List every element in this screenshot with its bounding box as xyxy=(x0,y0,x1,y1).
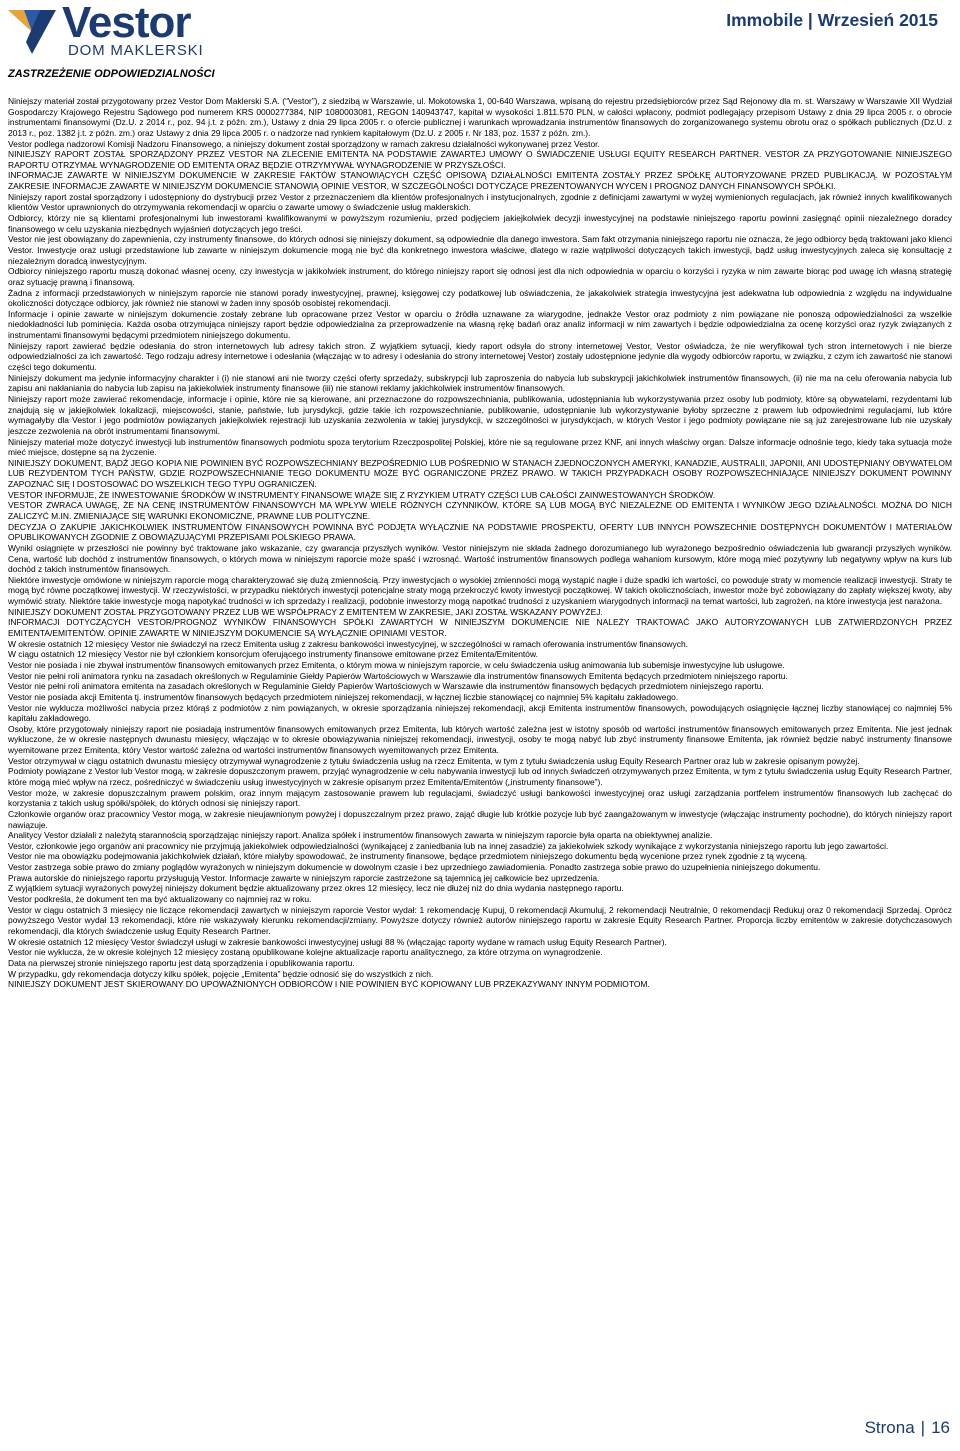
disclaimer-paragraph: Odbiorcy niniejszego raportu muszą dokonać własnej oceny, czy inwestycja w jakikolwiek instrument, do którego niniejszy raport się odnosi jest dla nich odpowiednia w oparciu o korzyści i ryzyka w nim zawarte biorąc pod uwagę ich własną strategię oraz sytuację prawną i finansową. xyxy=(8,266,952,287)
disclaimer-paragraph: Vestor nie ma obowiązku podejmowania jakichkolwiek działań, które miałyby spowodować, że instrumenty finansowe, będące przedmiotem niniejszego dokumentu będą wycenione przez rynek zgodnie z tą wyceną. xyxy=(8,851,808,862)
disclaimer-paragraph: Osoby, które przygotowały niniejszy raport nie posiadają instrumentów finansowych emitowanych przez Emitenta, lub których wartość zależna jest w istotny sposób od wartości instrumentów finansowych emitowanych przez Emitenta. Nie jest jednak wykluczone, że w okresie następnych dwunastu miesięcy, włączając w to okresie obowiązywania niniejszej rekomendacji, inwestycji, osoby te mogą nabyć lub zbyć instrumenty finansowe Emitenta, jak również będzie nabyć instrumenty finansowe wyemitowane przez Emitenta, który Vestor wartość zależna od wartości instrumentów finansowych wyemitowanych przez Emitenta. xyxy=(8,723,952,756)
disclaimer-paragraph: VESTOR ZWRACA UWAGĘ, ŻE NA CENĘ INSTRUMENTÓW FINANSOWYCH MA WPŁYW WIELE RÓŻNYCH CZYNNIKÓW, KTÓRE SĄ LUB MOGĄ BYĆ NIEZALEŻNE OD EMITENTA I WYNIKÓW JEGO DZIAŁALNOŚCI. MOŻNA DO NICH ZALICZYĆ M.IN. ZMIENIAJĄCE SIĘ WARUNKI EKONOMICZNE, PRAWNE LUB POLITYCZNE. xyxy=(8,500,952,521)
disclaimer-paragraph: Vestor podlega nadzorowi Komisji Nadzoru Finansowego, a niniejszy dokument został sporządzony w ramach zakresu działalności wykonywanej przez Vestor. xyxy=(8,138,600,149)
disclaimer-paragraph: Vestor nie posiada i nie zbywał instrumentów finansowych emitowanych przez Emitenta, o którym mowa w niniejszym raporcie, w celu świadczenia usług animowania lub subemisje inwestycyjne lub usługowe. xyxy=(8,659,785,670)
disclaimer-paragraph: Vestor nie wyklucza możliwości nabycia przez którąś z podmiotów z nim powiązanych, w okresie sporządzania niniejszej rekomendacji, akcji Emitenta instrumentów finansowych, powodujących osiągnięcie łącznej liczby stanowiącej co najmniej 5% kapitału zakładowego. xyxy=(8,702,952,724)
report-label: Immobile | Wrzesień 2015 xyxy=(726,10,938,30)
disclaimer-paragraph: Wyniki osiągnięte w przeszłości nie powinny być traktowane jako wskazanie, czy gwarancja przyszłych wyników. Vestor niniejszym nie składa żadnego dorozumianego lub wyrażonego bezpośrednio oświadczenia lub gwarancji przyszłych wyników. Cena, wartość lub dochód z instrumentów finansowych, o których mowa w niniejszym raporcie może spaść i wzrosnąć. Wartość instrumentów finansowych podlega wahaniom kursowym, które mogą mieć pozytywny lub negatywny wpływ na kurs lub dochód z takich instrumentów finansowych. xyxy=(8,542,952,575)
disclaimer-paragraph: W okresie ostatnich 12 miesięcy Vestor nie świadczył na rzecz Emitenta usług z zakresu bankowości inwestycyjnej, w szczególności w ramach oferowania instrumentów finansowych. xyxy=(8,638,688,649)
disclaimer-paragraph: Żadna z informacji przedstawionych w niniejszym raporcie nie stanowi porady inwestycyjnej, prawnej, księgowej czy podatkowej lub oświadczenia, że jakakolwiek strategia inwestycyjna jest adekwatna lub odpowiednia z względu na indywidualne okoliczności dotyczące odbiorcy, jak również nie stanowi w żaden inny sposób osobistej rekomendacji. xyxy=(8,287,952,309)
disclaimer-paragraph: NINIEJSZY RAPORT ZOSTAŁ SPORZĄDZONY PRZEZ VESTOR NA ZLECENIE EMITENTA NA PODSTAWIE ZAWARTEJ UMOWY O ŚWIADCZENIE USŁUGI EQUITY RESEARCH PARTNER. VESTOR ZA PRZYGOTOWANIE NINIEJSZEGO RAPORTU OTRZYMAŁ WYNAGRODZENIE OD EMITENTA ORAZ BĘDZIE OTRZYMYWAŁ WYNAGRODZENIE W PRZYSZŁOŚCI. xyxy=(8,149,952,170)
disclaimer-paragraph: W przypadku, gdy rekomendacja dotyczy kilku spółek, pojęcie „Emitenta” będzie odnosić się do wszystkich z nich. xyxy=(8,968,434,979)
disclaimer-paragraph: Członkowie organów oraz pracownicy Vestor mogą, w zakresie nieujawnionym powyżej i dopuszczalnym przez prawo, zająć długie lub krótkie pozycje lub być zaangażowanym w inwestycje (włączając instrumenty pochodne), do których niniejszy raport nawiązuje. xyxy=(8,808,952,830)
disclaimer-paragraph: Prawa autorskie do niniejszego raportu przysługują Vestor. Informacje zawarte w niniejszym raporcie zastrzeżone są tajemnicą jej całkowicie bez uprzedzenia. xyxy=(8,872,600,883)
disclaimer-paragraph: Niniejszy raport zawierać będzie odesłania do stron internetowych lub adresy takich stron. Z wyjątkiem sytuacji, kiedy raport odsyła do strony internetowej Vestor, Vestor oświadcza, że nie weryfikował tych stron internetowych i nie bierze odpowiedzialności za ich zawartość. Tego rodzaju adresy internetowe i odesłania (włączając w to adresy i odesłania do strony internetowej Vestor) zostały udostępnione jedynie dla wygody odbiorców raportu, w związku, z czym ich zawartość nie stanowi części tego dokumentu. xyxy=(8,340,952,373)
disclaimer-paragraph: Vestor zastrzega sobie prawo do zmiany poglądów wyrażonych w niniejszym dokumencie w dowolnym czasie i bez uprzedniego zawiadomienia. Ponadto zastrzega sobie prawo do uzupełnienia niniejszego dokumentu. xyxy=(8,862,821,873)
disclaimer-paragraph: Niniejszy materiał może dotyczyć inwestycji lub instrumentów finansowych podmiotu spoza terytorium Rzeczpospolitej Polskiej, które nie są regulowane przez KNF, ani innych właściwy organ. Dalsze informacje odnośnie tego, kiedy taka sytuacja może mieć miejsce, dostępne są na życzenie. xyxy=(8,436,952,458)
brand-name: Vestor xyxy=(62,0,191,47)
vestor-logo-mark-icon xyxy=(6,6,58,58)
disclaimer-paragraph: Z wyjątkiem sytuacji wyrażonych powyżej niniejszy dokument będzie aktualizowany przez okres 12 miesięcy, lecz nie dłużej niż do dnia wydania następnego raportu. xyxy=(8,883,624,894)
disclaimer-paragraph: Vestor w ciągu ostatnich 3 miesięcy nie liczące rekomendacji zawartych w niniejszym raporcie Vestor wydał: 1 rekomendację Kupuj, 0 rekomendacji Akumuluj, 2 rekomendacji Neutralnie, 0 rekomendacji Redukuj oraz 0 rekomendacji Sprzedaj. Oprócz powyższego Vestor wydał 13 rekomendacji, które nie wskazywały kierunku rekomendacji/zmiany. Powyższe dotyczy również autorów niniejszego raportu w zakresie Equity Research Partner. Proporcja liczby emitentów w zakresie dotychczasowych rekomendacji, dla których świadczenie usług Equity Research Partner. xyxy=(8,904,952,936)
footer-separator: | xyxy=(920,1418,926,1437)
disclaimer-paragraph: Vestor nie wyklucza, że w okresie kolejnych 12 miesięcy zostaną opublikowane kolejne aktualizacje raportu analitycznego, za które otrzyma on wynagrodzenie. xyxy=(8,947,603,958)
disclaimer-paragraph: Niniejszy raport został sporządzony i udostępniony do dystrybucji przez Vestor z przeznaczeniem dla klientów profesjonalnych i instytucjonalnych, zgodnie z definicjami zawartymi w wyżej wymienionych regulacjach, jak również innych kwalifikowanych klientów Vestor uprawnionych do otrzymywania rekomendacji w oparciu o zawarte umowy o świadczenie usług maklerskich. xyxy=(8,191,952,213)
vestor-logo xyxy=(6,0,216,60)
disclaimer-paragraph: NINIEJSZY DOKUMENT ZOSTAŁ PRZYGOTOWANY PRZEZ LUB WE WSPÓŁPRACY Z EMITENTEM W ZAKRESIE, JAKI ZOSTAŁ WSKAZANY POWYŻEJ. xyxy=(8,606,603,617)
disclaimer-paragraph: Vestor podkreśla, że dokument ten ma być aktualizowany co najmniej raz w roku. xyxy=(8,894,312,905)
page-footer xyxy=(865,1418,950,1438)
disclaimer-paragraph: Vestor nie jest obowiązany do zapewnienia, czy instrumenty finansowe, do których odnosi się niniejszy dokument, są odpowiednie dla danego inwestora. Sam fakt otrzymania niniejszego raportu nie oznacza, że jego odbiorcy będą traktowani jako klienci Vestor. Inwestycje oraz usługi przedstawione lub zawarte w niniejszym dokumencie mogą nie być dla konkretnego inwestora właściwe, dlatego w razie wątpliwości dotyczących takich inwestycji, bądź usług inwestycyjnych zaleca się konsultację z niezależnym doradcą inwestycyjnym. xyxy=(8,234,952,266)
disclaimer-paragraph: Niniejszy materiał został przygotowany przez Vestor Dom Maklerski S.A. (“Vestor”), z siedzibą w Warszawie, ul. Mokotowska 1, 00-640 Warszawa, wpisaną do rejestru przedsiębiorców przez Sąd Rejonowy dla m. st. Warszawy w Warszawie XII Wydział Gospodarczy Krajowego Rejestru Sądowego pod numerem KRS 0000277384, NIP 1080003081, REGON 140943747, kapitał w wysokości 1.811.570 PLN, w całości wpłacony, podmiot podlegający przepisom Ustawy z dnia 29 lipca 2005 r. o obrocie instrumentami finansowymi (Dz.U. z 2014 r., poz. 94 j.t. z późn. zm.), Ustawy z dnia 29 lipca 2005 r. o ofercie publicznej i warunkach wprowadzania instrumentów finansowych do zorganizowanego systemu obrotu oraz o spółkach publicznych (Dz.U. z 2013 r., poz. 1382 j.t. z późn. zm.) oraz Ustawy z dnia 29 lipca 2005 r. o nadzorze nad rynkiem kapitałowym (Dz.U. z 2005 r. Nr 183, poz. 1537 z późn. zm.). xyxy=(8,96,952,138)
disclaimer-paragraph: INFORMACJE ZAWARTE W NINIEJSZYM DOKUMENCIE W ZAKRESIE FAKTÓW STANOWIĄCYCH CZĘŚĆ OPISOWĄ DZIAŁALNOŚCI EMITENTA ZOSTAŁY PRZEZ SPÓŁKĘ AUTORYZOWANE PRZED PUBLIKACJĄ. W POZOSTAŁYM ZAKRESIE INFORMACJE ZAWARTE W NINIEJSZYM DOKUMENCIE STANOWIĄ OPINIE VESTOR, W SZCZEGÓLNOŚCI DOTYCZĄCE PREZENTOWANYCH WYCEN I PROGNOZ DANYCH FINANSOWYCH SPÓŁKI. xyxy=(8,170,952,192)
brand-subtitle: DOM MAKLERSKI xyxy=(68,42,204,59)
disclaimer-paragraph: Niniejszy raport może zawierać rekomendacje, informacje i opinie, które nie są kierowane, ani przeznaczone do rozpowszechniania, publikowania, udostępniania lub wykorzystywania przez osoby lub podmioty, które są obywatelami, rezydentami lub znajdują się w jakiejkolwiek lokalizacji, miejscowości, stanie, państwie, lub jurysdykcji, gdzie takie ich rozpowszechnianie, publikowanie, udostępnianie lub wykorzystywanie byłoby sprzeczne z prawem lub odpowiednimi regulacjami, lub które wymagałyby dla Vestor i jego podmiotów powiązanych jakiejkolwiek rejestracji lub uzyskania zezwolenia w takiej jurysdykcji, w szczególności w jurysdykcjach, w których Vestor i jego podmioty powiązane nie są już zarejestrowane lub nie uzyskały jeszcze zezwolenia na obrót instrumentami finansowymi. xyxy=(8,393,952,436)
disclaimer-paragraph: Niektóre inwestycje omówione w niniejszym raporcie mogą charakteryzować się dużą zmiennością. Przy inwestycjach o wysokiej zmienności mogą wystąpić nagłe i duże spadki ich wartości, co powoduje straty w momencie realizacji inwestycji. Straty te mogą być równe początkowej inwestycji. W rzeczywistości, w przypadku niektórych inwestycji potencjalne straty mogą przekroczyć kwoty inwestycji początkowej. W takich okolicznościach, inwestor może być zobowiązany do zapłaty większej kwoty, aby wymówić straty. Niektóre takie inwestycje mogą napotykać trudności w ich sprzedaży i realizacji, podobnie inwestorzy mogą napotkać trudności z uzyskaniem wiarygodnych informacji na temat wartości, lub zagrożeń, na które inwestycja jest narażona. xyxy=(8,574,952,607)
disclaimer-paragraph: Analitycy Vestor działali z należytą starannością sporządzając niniejszy raport. Analiza spółek i instrumentów finansowych zawarta w niniejszym raporcie była oparta na obiektywnej analizie. xyxy=(8,830,713,841)
page-label: Strona xyxy=(864,1418,915,1437)
disclaimer-paragraph: Vestor nie posiada akcji Emitenta tj. instrumentów finansowych będących przedmiotem niniejszej rekomendacji, w łącznej liczbie stanowiącej co najmniej 5% kapitału zakładowego. xyxy=(8,691,679,702)
disclaimer-paragraph: INFORMACJI DOTYCZĄCYCH VESTOR/PROGNOZ WYNIKÓW FINANSOWYCH SPÓŁKI ZAWARTYCH W NINIEJSZYM DOKUMENCIE NIE NALEŻY TRAKTOWAĆ JAKO AUTORYZOWANYCH LUB ZATWIERDZONYCH PRZEZ EMITENTA/EMITENTÓW. OPINIE ZAWARTE W NINIEJSZYM DOKUMENCIE SĄ WYŁĄCZNIE OPINIAMI VESTOR. xyxy=(8,617,952,639)
disclaimer-paragraph: Vestor może, w zakresie dopuszczalnym prawem polskim, oraz innym mającym zastosowanie prawem lub regulacjami, świadczyć usługi bankowości inwestycyjnej oraz usługi zarządzania portfelem instrumentów finansowych lub zachęcać do korzystania z takich usług spółki/spółek, do których odnosi się niniejszy raport. xyxy=(8,787,952,809)
disclaimer-paragraph: Data na pierwszej stronie niniejszego raportu jest datą sporządzenia i opublikowania raportu. xyxy=(8,957,355,968)
disclaimer-paragraph: Informacje i opinie zawarte w niniejszym dokumencie zostały zebrane lub opracowane przez Vestor w oparciu o źródła uznawane za wiarygodne, jednakże Vestor oraz podmioty z nim powiązane nie ponoszą odpowiedzialności za wszelkie niedokładności lub pominięcia. Każda osoba otrzymująca niniejszy raport będzie odpowiedzialna za przeprowadzenie na własną rękę badań oraz analiz informacji w nim zawartych i będzie odpowiedzialna za ocenę korzyści oraz ryzyk związanych z instrumentami finansowymi będącymi przedmiotem niniejszego dokumentu. xyxy=(8,308,952,341)
disclaimer-paragraph: Odbiorcy, którzy nie są klientami profesjonalnymi lub inwestorami kwalifikowanymi w powyższym rozumieniu, przed podjęciem jakiejkolwiek decyzji inwestycyjnej na podstawie niniejszego raportu powinni zasięgnąć opinii niezależnego doradcy finansowego w celu uzyskania niezbędnych wyjaśnień dotyczących jego treści. xyxy=(8,213,952,234)
disclaimer-paragraph: Niniejszy dokument ma jedynie informacyjny charakter i (i) nie stanowi ani nie tworzy części oferty sprzedaży, subskrypcji lub zaproszenia do nabycia lub subskrypcji jakichkolwiek instrumentów finansowych, (ii) nie ma na celu oferowania nabycia lub zapisu ani nakłaniania do nabycia lub zapisu na jakiekolwiek instrumenty finansowe (iii) nie stanowi reklamy jakichkolwiek instrumentów finansowych. xyxy=(8,372,952,394)
disclaimer-paragraph: VESTOR INFORMUJE, ŻE INWESTOWANIE ŚRODKÓW W INSTRUMENTY FINANSOWE WIĄŻE SIĘ Z RYZYKIEM UTRATY CZĘŚCI LUB CAŁOŚCI ZAINWESTOWANYCH ŚRODKÓW. xyxy=(8,489,716,500)
disclaimer-paragraph: Vestor nie pełni roli animatora emitenta na zasadach określonych w Regulaminie Giełdy Papierów Wartościowych w Warszawie dla instrumentów finansowych będących przedmiotem niniejszego raportu. xyxy=(8,681,764,692)
page-number: 16 xyxy=(931,1418,950,1437)
disclaimer-paragraph: Vestor, członkowie jego organów ani pracownicy nie przyjmują jakiekolwiek odpowiedzialności (wynikającej z zaniedbania lub na innej zasadzie) za jakiekolwiek szkody wynikające z wykorzystania niniejszego raportu lub jego zawartości. xyxy=(8,840,889,851)
disclaimer-paragraph: W ciągu ostatnich 12 miesięcy Vestor nie był członkiem konsorcjum oferującego instrumenty finansowe emitowane przez Emitenta/Emitentów. xyxy=(8,649,538,660)
disclaimer-paragraph: Vestor otrzymywał w ciągu ostatnich dwunastu miesięcy otrzymywał wynagrodzenie z tytułu świadczenia usług na rzecz Emitenta, w tym z tytułu świadczenia usług Equity Research Partner oraz lub w zakresie opisanym powyżej. xyxy=(8,755,860,766)
disclaimer-paragraph: NINIEJSZY DOKUMENT JEST SKIEROWANY DO UPOWAŻNIONYCH ODBIORCÓW I NIE POWINIEN BYĆ KOPIOWANY LUB PRZEKAZYWANY INNYM PODMIOTOM. xyxy=(8,979,650,990)
page-header xyxy=(0,0,960,62)
disclaimer-paragraph: NINIEJSZY DOKUMENT, BĄDŹ JEGO KOPIA NIE POWINIEN BYĆ ROZPOWSZECHNIANY BEZPOŚREDNIO LUB POŚREDNIO W STANACH ZJEDNOCZONYCH AMERYKI, KANADZIE, AUSTRALII, JAPONII, ANI UDOSTĘPNIANY OBYWATELOM LUB REZYDENTOM TYCH PAŃSTW, GDZIE ROZPOWSZECHNIANIE TEGO DOKUMENTU MOŻE BYĆ OGRANICZONE PRZEZ PRAWO. W TAKICH PRZYPADKACH OSOBY ROZPOWSZECHNIAJĄCE NINIEJSZY DOKUMENT POWINNY ZAPOZNAĆ SIĘ I DOSTOSOWAĆ DO WSZELKICH TEGO TYPU OGRANICZEŃ. xyxy=(8,457,952,490)
disclaimer-paragraph: DECYZJA O ZAKUPIE JAKICHKOLWIEK INSTRUMENTÓW FINANSOWYCH POWINNA BYĆ PODJĘTA WYŁĄCZNIE NA PODSTAWIE PROSPEKTU, OFERTY LUB INNYCH POWSZECHNIE DOSTĘPNYCH DOKUMENTÓW I MATERIAŁÓW OPUBLIKOWANYCH ZGODNIE Z OBOWIĄZUJĄCYMI PRZEPISAMI POLSKIEGO PRAWA. xyxy=(8,521,952,543)
disclaimer-paragraph: Podmioty powiązane z Vestor lub Vestor mogą, w zakresie dopuszczonym prawem, przyjąć wynagrodzenie w celu nabywania inwestycji lub od innych świadczeń otrzymywanych przez Emitenta, w tym z tytułu świadczenia usług Equity Research Partner, które mogą mieć wpływ na rzecz, pośredniczyć w świadczeniu usług inwestycyjnych w zakresie opisanym przez Emitenta/Emitentów („instrumenty finansowe”). xyxy=(8,766,952,787)
disclaimer-body xyxy=(8,96,952,990)
page-title: ZASTRZEŻENIE ODPOWIEDZIALNOŚCI xyxy=(8,68,215,80)
disclaimer-paragraph: Vestor nie pełni roli animatora rynku na zasadach określonych w Regulaminie Giełdy Papierów Wartościowych w Warszawie dla instrumentów finansowych Emitenta będących przedmiotem niniejszego raportu. xyxy=(8,670,788,681)
disclaimer-paragraph: W okresie ostatnich 12 miesięcy Vestor świadczył usługi w zakresie bankowości inwestycyjnej usługi 88 % (włączając raporty wydane w ramach usług Equity Research Partner). xyxy=(8,936,667,947)
